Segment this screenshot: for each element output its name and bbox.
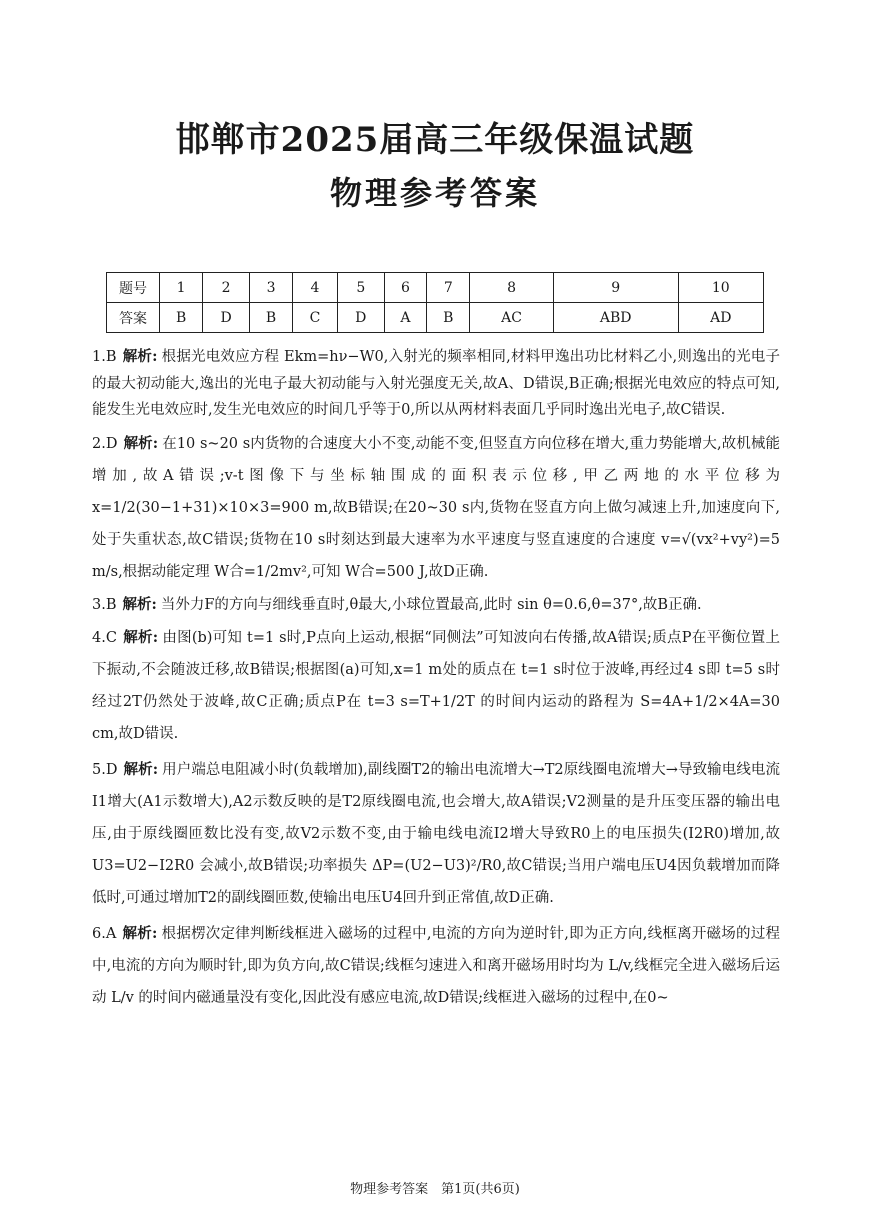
number-cell: 10 (678, 273, 764, 303)
answer-cell: AC (470, 303, 553, 333)
number-cell: 2 (203, 273, 250, 303)
answer-table-answer-row (107, 303, 764, 333)
answer-cell: D (337, 303, 384, 333)
item-number: 5.D (92, 762, 118, 778)
answer-cell: B (427, 303, 470, 333)
answer-cell: ABD (553, 303, 678, 333)
item-tag: 解析: (123, 761, 159, 778)
number-cell: 4 (293, 273, 338, 303)
number-cell: 1 (160, 273, 203, 303)
answer-table-number-row (107, 273, 764, 303)
item-tag: 解析: (122, 348, 158, 365)
item-text: 根据光电效应方程 Ekm=hν−W0,入射光的频率相同,材料甲逸出功比材料乙小,则逸出的光电子的最大初动能大,逸出的光电子最大初动能与入射光强度无关,故A、D错误,B正确;根据光电效应的特点可知,能发生光电效应时,发生光电效应的时间几乎等于0,所以从两材料表面几乎同时逸出光电子,故C错误. (92, 349, 781, 418)
explanation-item (92, 428, 780, 588)
answer-cell: B (249, 303, 292, 333)
item-tag: 解析: (122, 925, 158, 942)
item-text: 当外力F的方向与细线垂直时,θ最大,小球位置最高,此时 sin θ=0.6,θ=37°,故B正确. (160, 596, 702, 613)
item-number: 3.B (92, 596, 117, 613)
item-text: 由图(b)可知 t=1 s时,P点向上运动,根据“同侧法”可知波向右传播,故A错误;质点P在平衡位置上下振动,不会随波迁移,故B错误;根据图(a)可知,x=1 m处的质点在 t=1 s时位于波峰,再经过4 s即 t=5 s时经过2T仍然处于波峰,故C正确;质点P在 t=3 s=T+1/2T 的时间内运动的路程为 S=4A+1/2×4A=30 cm,故D错误. (92, 630, 780, 742)
number-cell: 9 (553, 273, 678, 303)
answer-cell: C (293, 303, 338, 333)
explanation-item (92, 344, 780, 424)
answer-cell: B (160, 303, 203, 333)
number-cell: 3 (249, 273, 292, 303)
explanation-item (92, 754, 780, 914)
answer-cell: AD (678, 303, 764, 333)
item-number: 6.A (92, 926, 117, 942)
item-tag: 解析: (123, 434, 159, 452)
item-tag: 解析: (122, 595, 157, 613)
explanation-item (92, 622, 780, 750)
explanations (92, 344, 780, 1018)
item-number: 1.B (92, 349, 117, 365)
number-cell: 6 (384, 273, 427, 303)
page-subtitle: 物理参考答案 (329, 174, 540, 212)
explanation-item (92, 592, 780, 619)
answer-header-cell: 答案 (107, 303, 160, 333)
answer-table (106, 272, 764, 333)
page-footer: 物理参考答案 第1页(共6页) (350, 1182, 520, 1197)
item-text: 用户端总电阻减小时(负载增加),副线圈T2的输出电流增大→T2原线圈电流增大→导致输电线电流I1增大(A1示数增大),A2示数反映的是T2原线圈电流,也会增大,故A错误;V2测量的是升压变压器的输出电压,由于原线圈匝数比没有变,故V2示数不变,由于输电线电流I2增大导致R0上的电压损失(I2R0)增加,故 U3=U2−I2R0 会减小,故B错误;功率损失 ΔP=(U2−U3)²/R0,故C错误;当用户端电压U4因负载增加而降低时,可通过增加T2的副线圈匝数,使输出电压U4回升到正常值,故D正确. (92, 762, 781, 906)
number-cell: 5 (337, 273, 384, 303)
answer-cell: D (203, 303, 250, 333)
page-title: 邯郸市2025届高三年级保温试题 (175, 120, 695, 160)
item-text: 根据楞次定律判断线框进入磁场的过程中,电流的方向为逆时针,即为正方向,线框离开磁场的过程中,电流的方向为顺时针,即为负方向,故C错误;线框匀速进入和离开磁场用时均为 L/v,线框完全进入磁场后运动 L/v 的时间内磁通量没有变化,因此没有感应电流,故D错误;线框进入磁场的过程中,在0~ (92, 926, 780, 1006)
number-header-cell: 题号 (107, 273, 160, 303)
item-tag: 解析: (122, 629, 159, 646)
item-number: 2.D (92, 435, 118, 452)
item-text: 在10 s~20 s内货物的合速度大小不变,动能不变,但竖直方向位移在增大,重力势能增大,故机械能增加,故A错误;v-t图像下与坐标轴围成的面积表示位移,甲乙两地的水平位移为 x=1/2(30−1+31)×10×3=900 m,故B错误;在20~30 s内,货物在竖直方向上做匀减速上升,加速度向下,处于失重状态,故C错误;货物在10 s时刻达到最大速率为水平速度与竖直速度的合速度 v=√(vx²+vy²)=5 m/s,根据动能定理 W合=1/2mv²,可知 W合=500 J,故D正确. (92, 435, 780, 580)
explanation-item (92, 918, 780, 1014)
number-cell: 8 (470, 273, 553, 303)
item-number: 4.C (92, 630, 117, 646)
number-cell: 7 (427, 273, 470, 303)
answer-cell: A (384, 303, 427, 333)
